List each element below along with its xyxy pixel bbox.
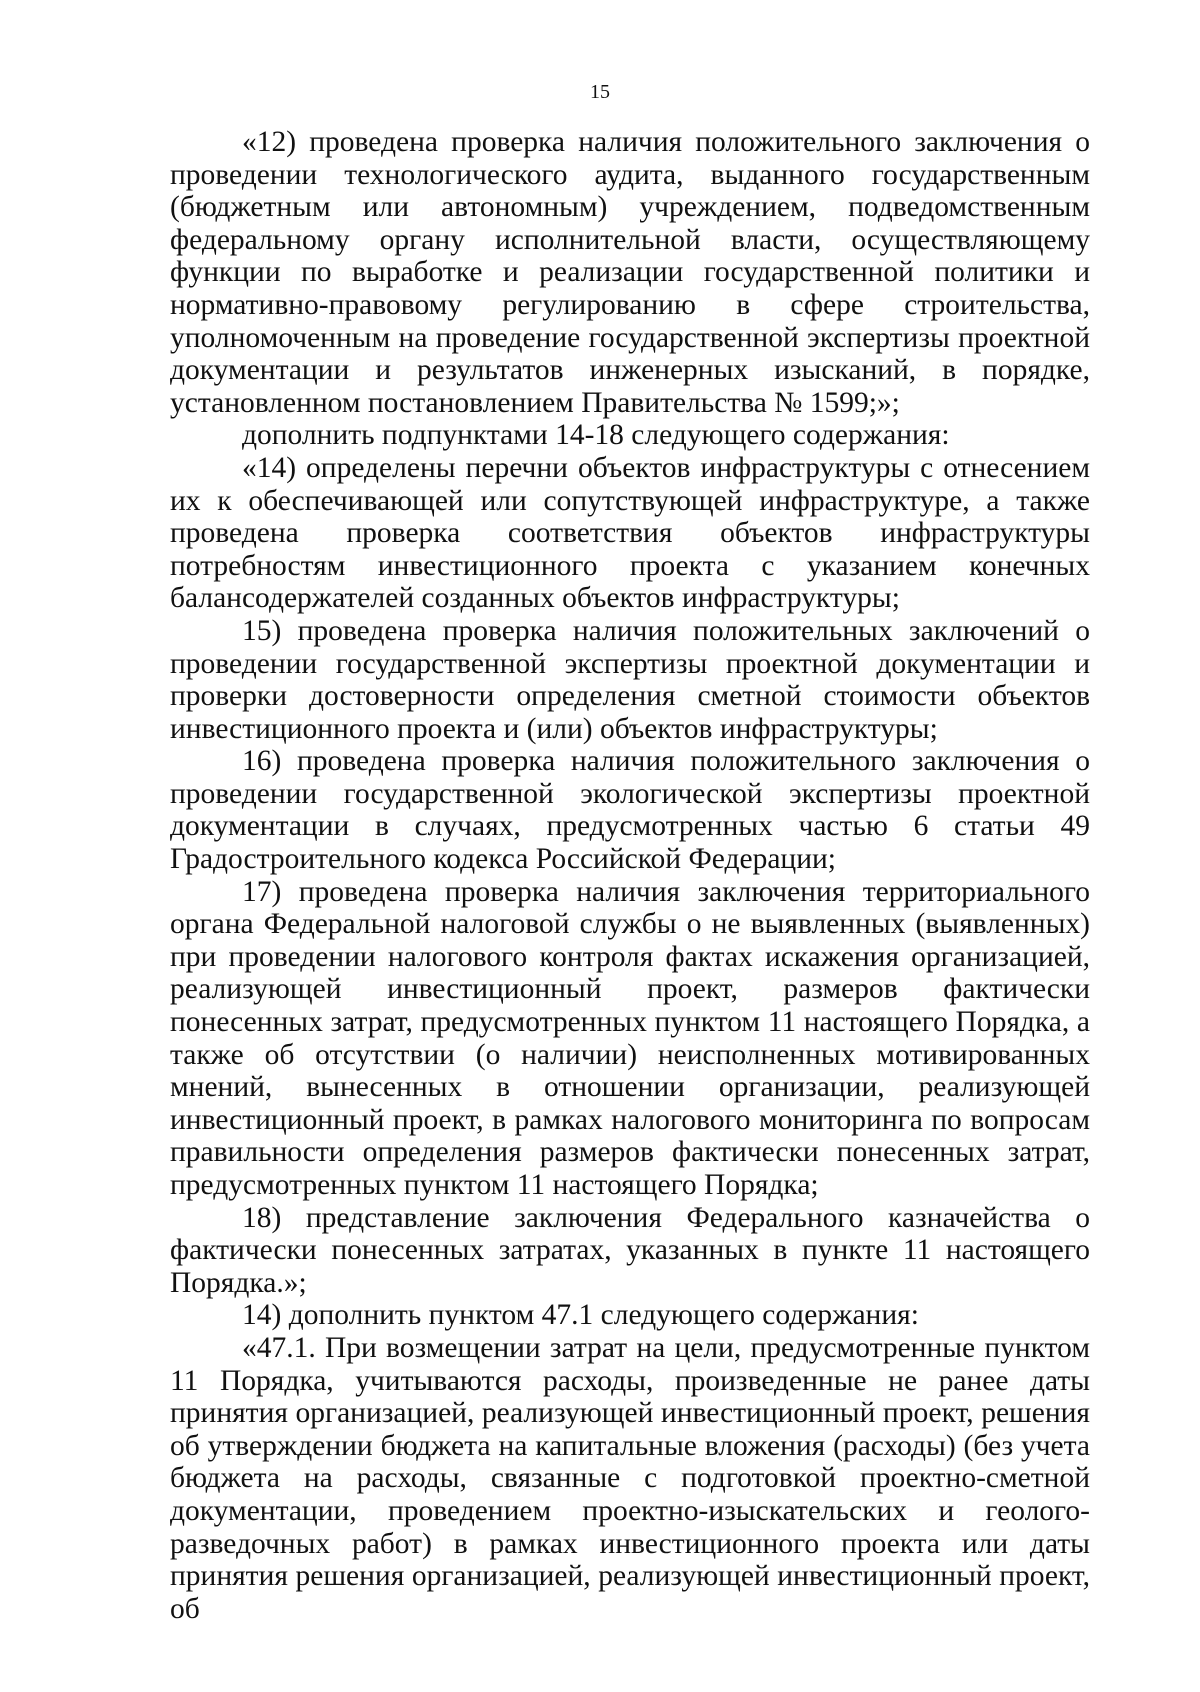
paragraph-item-16: 16) проведена проверка наличия положительного заключения о проведении государственной экологической экспертизы проектной документации в случаях, предусмотренных частью 6 статьи 49 Градостроительного кодекса Российской Федерации;	[170, 745, 1090, 876]
page-number: 15	[590, 81, 610, 103]
paragraph-amendment-14: 14) дополнить пунктом 47.1 следующего содержания:	[242, 1299, 919, 1332]
paragraph-clause-47-1: «47.1. При возмещении затрат на цели, предусмотренные пунктом 11 Порядка, учитываются расходы, произведенные не ранее даты принятия организацией, реализующей инвестиционный проект, решения об утверждении бюджета на капитальные вложения (расходы) (без учета бюджета на расходы, связанные с подготовкой проектно-сметной документации, проведением проектно-изыскательских и геолого-разведочных работ) в рамках инвестиционного проекта или даты принятия решения организацией, реализующей инвестиционный проект, об	[170, 1331, 1090, 1625]
paragraph-item-15: 15) проведена проверка наличия положительных заключений о проведении государственной экспертизы проектной документации и проверки достоверности определения сметной стоимости объектов инвестиционного проекта и (или) объектов инфраструктуры;	[170, 614, 1090, 745]
paragraph-item-12: «12) проведена проверка наличия положительного заключения о проведении технологического аудита, выданного государственным (бюджетным или автономным) учреждением, подведомственным федеральному органу исполнительной власти, осуществляющему функции по выработке и реализации государственной политики и нормативно-правовому регулированию в сфере строительства, уполномоченным на проведение государственной экспертизы проектной документации и результатов инженерных изысканий, в порядке, установленном постановлением Правительства № 1599;»;	[170, 126, 1090, 419]
document-body	[170, 126, 1090, 1625]
paragraph-add-subitems: дополнить подпунктами 14-18 следующего содержания:	[242, 419, 950, 452]
paragraph-item-14: «14) определены перечни объектов инфраструктуры с отнесением их к обеспечивающей или сопутствующей инфраструктуре, а также проведена проверка соответствия объектов инфраструктуры потребностям инвестиционного проекта с указанием конечных балансодержателей созданных объектов инфраструктуры;	[170, 451, 1090, 615]
paragraph-item-17: 17) проведена проверка наличия заключения территориального органа Федеральной налоговой службы о не выявленных (выявленных) при проведении налогового контроля фактах искажения организацией, реализующей инвестиционный проект, размеров фактически понесенных затрат, предусмотренных пунктом 11 настоящего Порядка, а также об отсутствии (о наличии) неисполненных мотивированных мнений, вынесенных в отношении организации, реализующей инвестиционный проект, в рамках налогового мониторинга по вопросам правильности определения размеров фактически понесенных затрат, предусмотренных пунктом 11 настоящего Порядка;	[170, 875, 1090, 1201]
paragraph-item-18: 18) представление заключения Федерального казначейства о фактически понесенных затратах, указанных в пункте 11 настоящего Порядка.»;	[170, 1201, 1090, 1299]
